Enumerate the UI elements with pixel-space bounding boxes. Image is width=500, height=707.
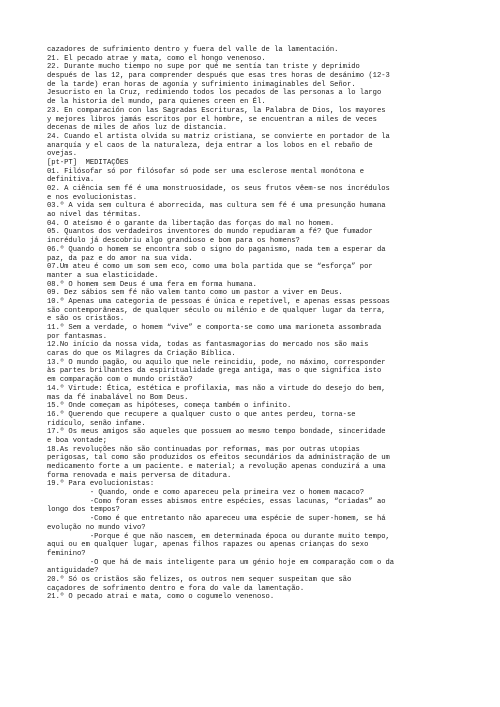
text-line: forma renovada e mais perversa de ditadura.: [47, 471, 232, 480]
text-line: caçadores de sofrimento dentro e fora do vale da lamentação.: [47, 584, 305, 593]
text-line: decenas de miles de años luz de distancia.: [47, 124, 227, 133]
text-line: 10.º Apenas uma categoria de pessoas é única e repetível, e apenas essas pessoas: [47, 297, 390, 306]
text-line: em comparação com o mundo cristão?: [47, 376, 193, 385]
text-line: y mejores libros jamás escritos por el hombre, se encuentran a miles de veces: [47, 115, 377, 124]
text-line: feminino?: [47, 549, 86, 558]
text-line: 21. El pecado atrae y mata, como el hongo venenoso.: [47, 54, 266, 63]
text-line: às partes brilhantes da espiritualidade grega antiga, mas o que significa isto: [47, 367, 382, 376]
text-line: anarquía y el caos de la naturaleza, deja entrar a los lobos en el rebaño de: [47, 141, 373, 150]
text-line: 14.º Virtude: Ética, estética e profilaxia, mas não a virtude do desejo do bem,: [47, 384, 386, 393]
text-line: longo dos tempos?: [47, 506, 120, 515]
text-line: 07.Um ateu é como um som sem eco, como uma bola partida que se “esforça” por: [47, 263, 373, 272]
text-line: ao nível das térmitas.: [47, 211, 142, 220]
text-line: por fantasmas.: [47, 332, 107, 341]
text-line: aqui ou em qualquer lugar, apenas filhos rapazes ou apenas crianças do sexo: [47, 541, 369, 550]
text-line: cazadores de sufrimiento dentro y fuera del valle de la lamentación.: [47, 46, 339, 54]
text-line: e boa vontade;: [47, 436, 107, 445]
text-line: paz, da paz e do amor na sua vida.: [47, 254, 193, 263]
text-line: 04. O ateísmo é o garante da libertação das forças do mal no homem.: [47, 219, 335, 228]
text-line: 21.º O pecado atrai e mata, como o cogumelo venenoso.: [47, 593, 275, 602]
document-body: [47, 46, 477, 602]
text-line: 19.º Para evolucionistas:: [47, 480, 155, 489]
text-line: 11.º Sem a verdade, o homem “vive” e comporta-se como uma marioneta assombrada: [47, 324, 382, 332]
text-line: 17.º Os meus amigos são aqueles que possuem ao mesmo tempo bondade, sinceridade: [47, 428, 386, 437]
text-line: 13.º O mundo pagão, ou aquilo que nele reincidiu, pode, no máximo, corresponder: [47, 358, 386, 367]
text-line: mas da fé inabalável no Bom Deus.: [47, 393, 189, 402]
text-line: evolução no mundo vivo?: [47, 523, 146, 532]
text-line: 06.º Quando o homem se encontra sob o signo do paganismo, nada tem a esperar da: [47, 245, 386, 254]
text-line: ovejas.: [47, 150, 77, 159]
text-line: 20.º Só os cristãos são felizes, os outros nem sequer suspeitam que são: [47, 575, 352, 584]
text-line: Jesucristo en la Cruz, redimiendo todos los pecados de las personas a lo largo: [47, 89, 382, 98]
text-line: manter a sua elasticidade.: [47, 271, 159, 280]
text-line: - Quando, onde e como apareceu pela primeira vez o homem macaco?: [47, 489, 365, 498]
text-line: 16.º Querendo que recupere a qualquer custo o que antes perdeu, torna-se: [47, 410, 356, 419]
text-line: -Porque é que não nascem, em determinada época ou durante muito tempo,: [47, 532, 390, 541]
text-line: -O que há de mais inteligente para um génio hoje em comparação com o da: [47, 558, 395, 567]
text-line: -Como é que entretanto não apareceu uma espécie de super-homem, se há: [47, 515, 386, 524]
text-line: definitiva.: [47, 176, 95, 185]
text-line: de la historia del mundo, para quienes creen en Él.: [47, 98, 266, 107]
text-line: -Como foram esses abismos entre espécies, essas lacunas, “criadas” ao: [47, 497, 386, 506]
text-line: 03.º A vida sem cultura é aborrecida, mas cultura sem fé é uma presunção humana: [47, 202, 386, 211]
text-line: e são os cristãos.: [47, 315, 125, 324]
text-line: 12.No início da nossa vida, todas as fantasmagorias do mercado nos são mais: [47, 341, 369, 350]
text-line: caras do que os Milagres da Criação Bíblica.: [47, 350, 236, 359]
text-line: 22. Durante mucho tiempo no supe por qué me sentía tan triste y deprimido: [47, 63, 360, 72]
text-line: incrédulo já descobriu algo grandioso e bom para os homens?: [47, 237, 300, 246]
text-line: 24. Cuando el artista olvida su matriz cristiana, se convierte en portador de la: [47, 132, 390, 141]
section-heading: [pt-PT] MEDITAÇÕES: [47, 158, 129, 167]
text-line: perigosas, tal como são produzidos os efeitos secundários da administração de um: [47, 454, 390, 463]
text-line: 18.As revoluções não são continuadas por reformas, mas por outras utopias: [47, 445, 360, 454]
text-line: 15.º Onde começam as hipóteses, começa também o infinito.: [47, 402, 292, 411]
text-line: e nos evolucionistas.: [47, 193, 137, 202]
text-line: são contemporâneas, de qualquer século ou milénio e de qualquer lugar da terra,: [47, 306, 386, 315]
text-line: antiguidade?: [47, 567, 99, 576]
text-line: ridículo, senão infame.: [47, 419, 146, 428]
text-line: 23. En comparación con las Sagradas Escrituras, la Palabra de Dios, los mayores: [47, 106, 386, 115]
text-line: después de las 12, para comprender después que esas tres horas de desánimo (12-3: [47, 72, 390, 81]
text-line: 05. Quantos dos verdadeiros inventores do mundo repudiaram a fé? Que fumador: [47, 228, 373, 237]
text-line: de la tarde) eran horas de agonía y sufrimiento inimaginables del Señor.: [47, 80, 356, 89]
text-line: 01. Filósofar só por filósofar só pode ser uma esclerose mental monótona e: [47, 167, 365, 176]
text-line: medicamento forte a um paciente. e material; a revolução apenas conduzirá a uma: [47, 463, 386, 471]
text-line: 02. A ciência sem fé é uma monstruosidade, os seus frutos vêem-se nos incrédulos: [47, 185, 390, 193]
text-line: 09. Dez sábios sem fé não valem tanto como um pastor a viver em Deus.: [47, 289, 343, 298]
text-line: 08.º O homem sem Deus é uma fera em forma humana.: [47, 280, 257, 289]
